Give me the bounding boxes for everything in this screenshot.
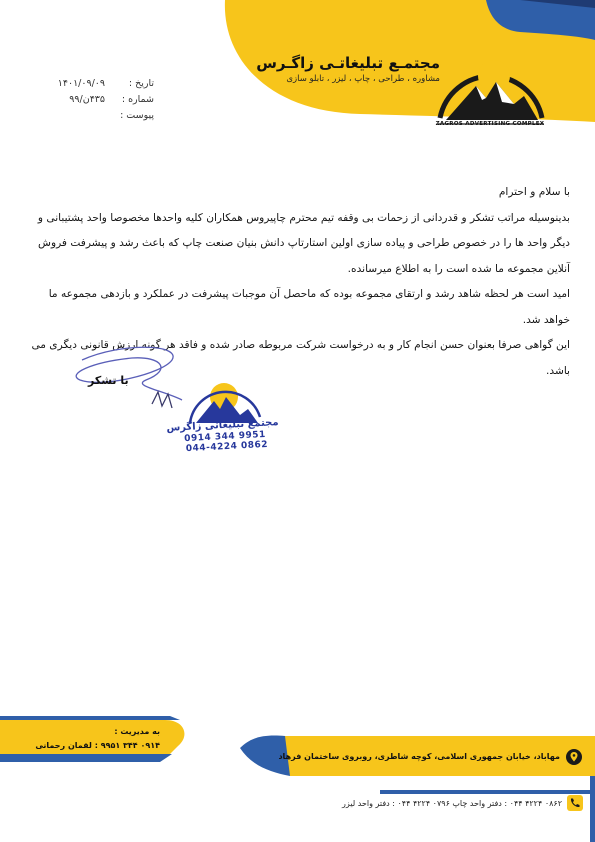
company-services: مشاوره ، طراحی ، چاپ ، لیزر ، تابلو سازی (286, 74, 440, 84)
address: مهاباد، خیابان جمهوری اسلامی، کوچه شاطری، روبروی ساختمان فرهاد (278, 752, 560, 761)
paragraph-2: امید است هر لحظه شاهد رشد و ارتقای مجموعه بوده که ماحصل آن موجبات پیشرفت در عملکرد و بازدهی مجموعه ما خواهد شد. (48, 288, 570, 326)
company-name: مجتمـع تبلیغاتـی زاگـرس (256, 54, 440, 72)
date-value: ۱۴۰۱/۰۹/۰۹ (57, 78, 105, 89)
attachment-row (24, 108, 154, 124)
attachment-value (24, 108, 109, 124)
number-label: شماره : (121, 94, 154, 105)
paragraph-3: این گواهی صرفا بعنوان حسن انجام کار و به درخواست شرکت مربوطه صادر شده و فاقد هر گونه ارزش قانونی دیگری می باشد. (31, 339, 570, 377)
greeting: با سلام و احترام (498, 186, 570, 198)
management-label: به مدیریت : (114, 727, 160, 736)
stamp-phone-2: 044-4224 0862 (185, 439, 269, 455)
attachment-label: پیوست : (120, 110, 154, 121)
management-value: ۰۹۱۴ ۳۴۴ ۹۹۵۱ : لقمان رحمانی (35, 741, 160, 750)
date-row (24, 76, 154, 92)
logo-caption: ZAGROS ADVERTISING COMPLEX (435, 121, 545, 127)
letter-meta (24, 76, 154, 124)
footer-phones: ۰۸۶۲ ۴۲۲۴ ۰۴۴ : دفتر واحد چاپ ۰۷۹۶ ۴۲۲۴ ۰۴۴ : دفتر واحد لیزر (342, 799, 562, 808)
paragraph-1: بدینوسیله مراتب تشکر و قدردانی از زحمات بی وقفه تیم محترم چاپیروس همکاران کلیه واحدها مخصوصا واحد پشتیبانی و دیگر واحد ها را در خصوص طراحی و پیاده سازی اولین استارتاپ دانش بنیان صنعت چاپ که باعث رشد و پیشرفت فروش آنلاین مجموعه ما شده است را به اطلاع میرسانده. (37, 211, 570, 275)
stamp-company-name: مجتمع تبلیغاتی زاگرس (166, 417, 279, 434)
date-label: تاریخ : (128, 78, 154, 89)
closing-thanks: با تشکر (88, 374, 129, 387)
stamp-phone-1: 0914 344 9951 (183, 429, 267, 445)
number-row (24, 92, 154, 108)
location-pin-icon (566, 749, 582, 765)
phone-icon (567, 795, 583, 811)
number-value: ۴۳۵ن/۹۹ (69, 94, 105, 105)
